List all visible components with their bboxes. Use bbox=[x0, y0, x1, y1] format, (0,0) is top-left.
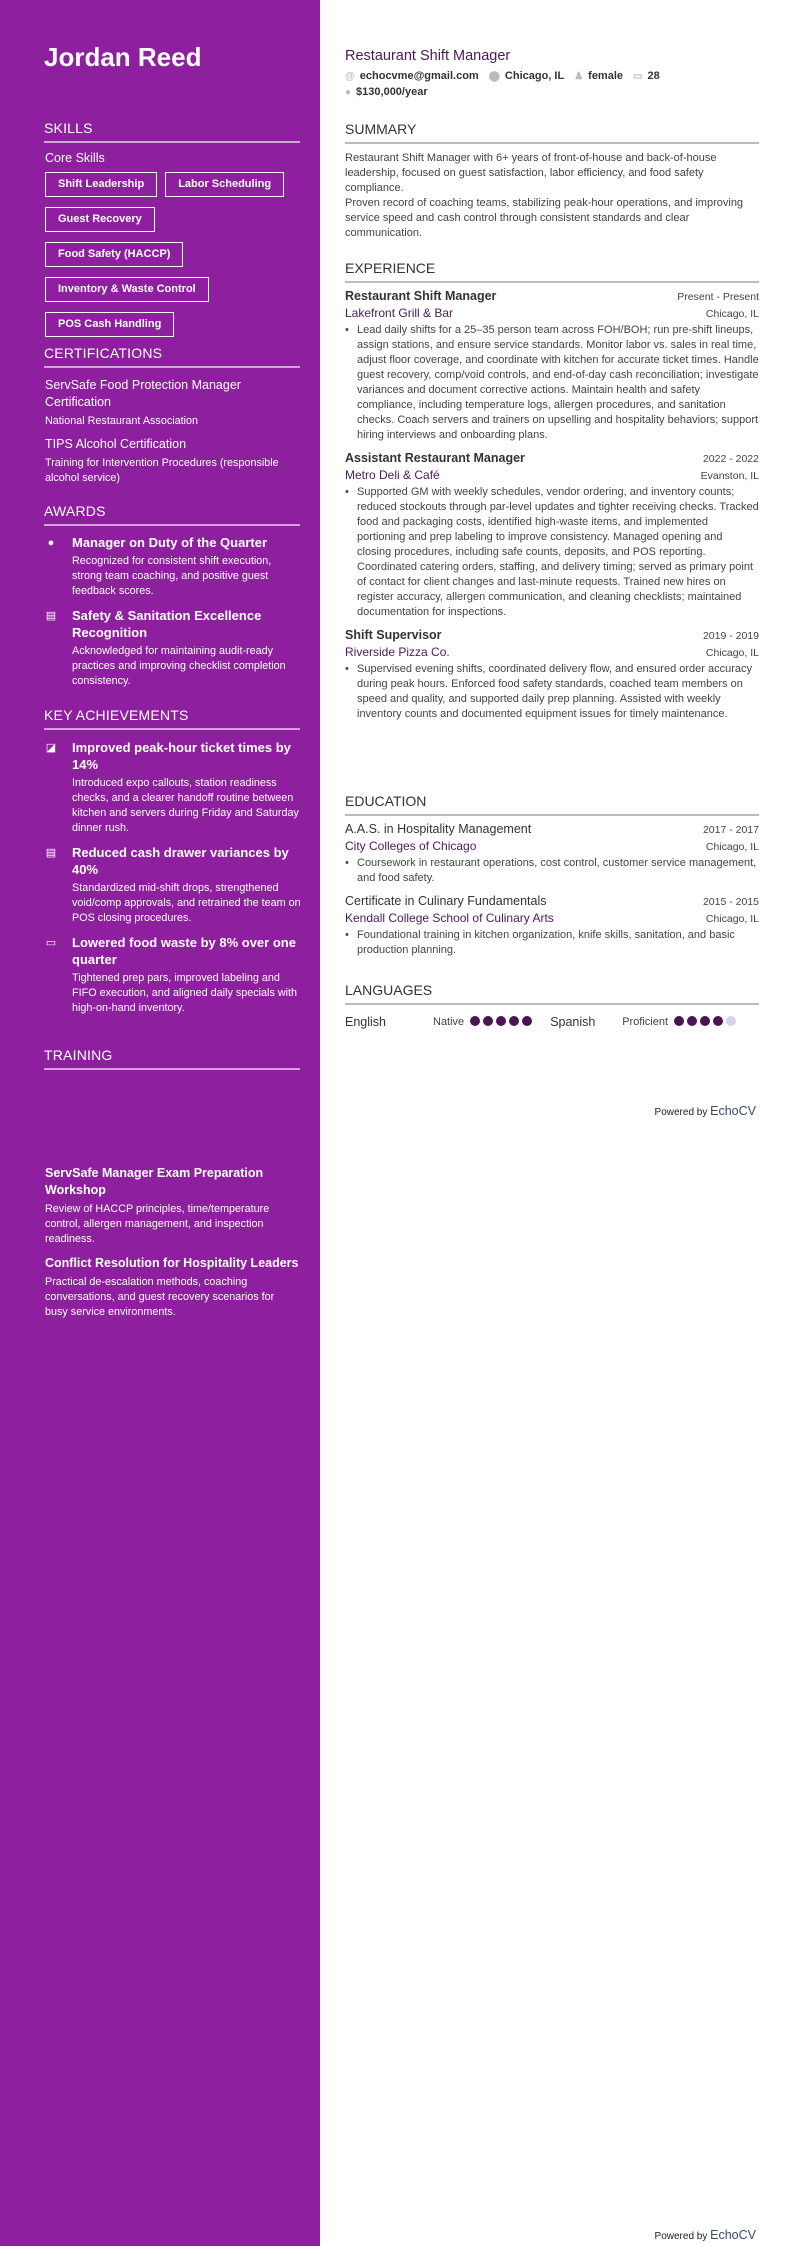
achievements-list bbox=[44, 739, 302, 1024]
certification-desc: National Restaurant Association bbox=[45, 415, 199, 427]
degree: Certificate in Culinary Fundamentals bbox=[345, 894, 547, 908]
job-location: Evanston, IL bbox=[700, 470, 759, 482]
certifications-list bbox=[45, 377, 300, 486]
education-entry bbox=[345, 894, 759, 958]
rating-dot bbox=[470, 1016, 480, 1026]
summary-section bbox=[345, 121, 759, 241]
job-dates: 2019 - 2019 bbox=[702, 630, 759, 642]
age: 28 bbox=[647, 70, 660, 82]
language-rating bbox=[467, 1013, 532, 1031]
job-bullet: • Supervised evening shifts, coordinated delivery flow, and ensured order accuracy during peak hours. Enforced food safety standards, coached team members on speed and quality, and supported daily prep planning. Assisted with weekly inventory counts and documented equipment issues for timely maintenance. bbox=[345, 662, 759, 722]
summary-paragraph: Restaurant Shift Manager with 6+ years of front-of-house and back-of-house leadership, focused on guest satisfaction, labor efficiency, and food safety compliance. bbox=[345, 152, 717, 194]
money-icon: ● bbox=[345, 87, 352, 98]
degree: A.A.S. in Hospitality Management bbox=[345, 822, 532, 836]
email[interactable]: echocvme@gmail.com bbox=[359, 70, 479, 82]
job-company: Metro Deli & Café bbox=[345, 468, 440, 482]
rating-dot bbox=[700, 1016, 710, 1026]
person-icon: ♟ bbox=[574, 71, 584, 82]
achievements-heading: KEY ACHIEVEMENTS bbox=[44, 707, 300, 730]
job-company: Riverside Pizza Co. bbox=[345, 645, 450, 659]
training-item bbox=[45, 1255, 300, 1320]
certification-item bbox=[45, 377, 300, 429]
language-name: Spanish bbox=[550, 1015, 596, 1029]
skills-group: Core Skills bbox=[45, 151, 105, 165]
skill-tag: Guest Recovery bbox=[45, 207, 155, 232]
contact-row bbox=[345, 70, 759, 82]
calendar-icon: ▭ bbox=[633, 71, 643, 82]
languages-heading: LANGUAGES bbox=[345, 982, 759, 1005]
job-bullet: • Lead daily shifts for a 25–35 person team across FOH/BOH; run pre-shift lineups, assign stations, and ensure service standards. Monitor labor vs. sales in real time, adjust floor coverage, and coordinate with kitchen for accurate ticket times. Handle guest recovery, comp/void controls, and end-of-day cash reconciliation; investigate variances and document corrective actions. Maintain health and safety compliance, including temperature logs, allergen procedures, and sanitation checks. Coach servers and trainers on upselling and hospitality behaviors; support hiring interviews and onboarding plans. bbox=[345, 323, 759, 443]
achievement-desc: Tightened prep pars, improved labeling and FIFO execution, and aligned daily specials with high-on-hand inventory. bbox=[72, 972, 298, 1014]
monitor-icon: ▭ bbox=[45, 937, 57, 949]
award-title: Safety & Sanitation Excellence Recognition bbox=[72, 608, 262, 640]
powered-by: Powered by EchoCV bbox=[654, 1104, 756, 1118]
edu-dates: 2017 - 2017 bbox=[702, 824, 759, 836]
achievement-item bbox=[44, 844, 302, 926]
summary-heading: SUMMARY bbox=[345, 121, 759, 144]
achievement-title: Lowered food waste by 8% over one quarter bbox=[72, 935, 296, 967]
award-item bbox=[44, 534, 302, 599]
languages-section bbox=[345, 982, 759, 1031]
languages-row bbox=[345, 1013, 759, 1031]
email-icon: @ bbox=[345, 71, 355, 82]
skill-tag: POS Cash Handling bbox=[45, 312, 174, 337]
clipboard-icon: ▤ bbox=[45, 610, 57, 622]
job-bullet: • Supported GM with weekly schedules, vendor ordering, and inventory counts; reduced stockouts through par-level updates and tighter receiving checks. Tracked food and packaging costs, identified high-waste items, and implemented portioning and prep labeling to improve consistency. Managed opening and closing procedures, including safe counts, deposits, and POS reporting. Coordinated catering orders, staffing, and delivery timing; served as primary point of contact for client changes and last-minute requests. Trained new hires on register accuracy, allergen communication, and cleaning checklists; maintained documentation for inspections. bbox=[345, 485, 759, 620]
skill-tag: Shift Leadership bbox=[45, 172, 157, 197]
achievement-title: Reduced cash drawer variances by 40% bbox=[72, 845, 289, 877]
certification-title: ServSafe Food Protection Manager Certification bbox=[45, 378, 241, 409]
job-location: Chicago, IL bbox=[705, 647, 759, 659]
training-list bbox=[45, 1165, 300, 1320]
award-item bbox=[44, 607, 302, 689]
echocv-link[interactable]: EchoCV bbox=[710, 1104, 756, 1118]
achievement-desc: Standardized mid-shift drops, strengthened void/comp approvals, and retrained the team on POS closing procedures. bbox=[72, 882, 301, 924]
summary-paragraph: Proven record of coaching teams, stabilizing peak-hour operations, and improving service speed and cash control through consistent standards and clear communication. bbox=[345, 197, 744, 239]
rating-dot bbox=[713, 1016, 723, 1026]
certifications-heading: CERTIFICATIONS bbox=[44, 345, 300, 368]
awards-heading: AWARDS bbox=[44, 503, 300, 526]
skills-heading: SKILLS bbox=[44, 120, 300, 143]
job-dates: Present - Present bbox=[677, 291, 759, 303]
education-section bbox=[345, 793, 759, 958]
edu-dates: 2015 - 2015 bbox=[702, 896, 759, 908]
awards-list bbox=[44, 534, 302, 697]
job-entry bbox=[345, 628, 759, 722]
training-title: ServSafe Manager Exam Preparation Workshop bbox=[45, 1166, 264, 1197]
job-role: Restaurant Shift Manager bbox=[345, 289, 497, 303]
skill-tag: Inventory & Waste Control bbox=[45, 277, 209, 302]
job-role: Assistant Restaurant Manager bbox=[345, 451, 525, 465]
edu-location: Chicago, IL bbox=[705, 913, 759, 925]
rating-dot bbox=[522, 1016, 532, 1026]
job-role: Shift Supervisor bbox=[345, 628, 442, 642]
skill-tag: Labor Scheduling bbox=[165, 172, 284, 197]
job-dates: 2022 - 2022 bbox=[702, 453, 759, 465]
language-rating bbox=[671, 1013, 736, 1031]
school: Kendall College School of Culinary Arts bbox=[345, 911, 554, 925]
chart-icon: ◪ bbox=[45, 742, 57, 754]
education-entry bbox=[345, 822, 759, 886]
edu-location: Chicago, IL bbox=[705, 841, 759, 853]
achievement-title: Improved peak-hour ticket times by 14% bbox=[72, 740, 291, 772]
award-title: Manager on Duty of the Quarter bbox=[72, 535, 268, 550]
language-level: Native bbox=[433, 1016, 465, 1028]
salary: $130,000/year bbox=[356, 86, 428, 98]
training-desc: Review of HACCP principles, time/temperature control, allergen management, and inspection readiness. bbox=[45, 1203, 270, 1245]
certification-item bbox=[45, 436, 300, 486]
experience-section bbox=[345, 260, 759, 722]
rating-dot bbox=[674, 1016, 684, 1026]
training-heading: TRAINING bbox=[44, 1047, 300, 1070]
school: City Colleges of Chicago bbox=[345, 839, 477, 853]
certification-desc: Training for Intervention Procedures (responsible alcohol service) bbox=[45, 457, 279, 484]
salary-row bbox=[345, 86, 759, 98]
rating-dot bbox=[687, 1016, 697, 1026]
rating-dot bbox=[726, 1016, 736, 1026]
job-location: Chicago, IL bbox=[705, 308, 759, 320]
job-company: Lakefront Grill & Bar bbox=[345, 306, 454, 320]
edu-bullet: • Coursework in restaurant operations, cost control, customer service management, and food safety. bbox=[345, 856, 759, 886]
clipboard-icon: ▤ bbox=[45, 847, 57, 859]
location: Chicago, IL bbox=[504, 70, 565, 82]
job-entry bbox=[345, 451, 759, 620]
training-title: Conflict Resolution for Hospitality Leaders bbox=[45, 1256, 299, 1270]
gender: female bbox=[588, 70, 624, 82]
candidate-name: Jordan Reed bbox=[44, 42, 202, 72]
medal-icon: ● bbox=[47, 537, 55, 549]
award-desc: Acknowledged for maintaining audit-ready practices and improving checklist completion consistency. bbox=[72, 645, 286, 687]
main-content bbox=[345, 48, 759, 98]
rating-dot bbox=[496, 1016, 506, 1026]
location-icon: ⬤ bbox=[488, 71, 500, 82]
experience-heading: EXPERIENCE bbox=[345, 260, 759, 283]
skill-tags bbox=[45, 172, 305, 347]
rating-dot bbox=[509, 1016, 519, 1026]
education-heading: EDUCATION bbox=[345, 793, 759, 816]
job-title: Restaurant Shift Manager bbox=[345, 48, 511, 64]
skill-tag: Food Safety (HACCP) bbox=[45, 242, 183, 267]
rating-dot bbox=[483, 1016, 493, 1026]
edu-bullet: • Foundational training in kitchen organization, knife skills, sanitation, and basic production planning. bbox=[345, 928, 759, 958]
echocv-link[interactable]: EchoCV bbox=[710, 2228, 756, 2242]
certification-title: TIPS Alcohol Certification bbox=[45, 437, 187, 451]
training-desc: Practical de-escalation methods, coaching conversations, and guest recovery scenarios for busy service environments. bbox=[45, 1276, 275, 1318]
job-entry bbox=[345, 289, 759, 443]
language-level: Proficient bbox=[622, 1016, 669, 1028]
achievement-item bbox=[44, 934, 302, 1016]
achievement-desc: Introduced expo callouts, station readiness checks, and a clearer handoff routine between kitchen and servers during Friday and Saturday dinner rush. bbox=[72, 777, 299, 834]
achievement-item bbox=[44, 739, 302, 836]
powered-by: Powered by EchoCV bbox=[654, 2228, 756, 2242]
language-name: English bbox=[345, 1015, 386, 1029]
training-item bbox=[45, 1165, 300, 1247]
sidebar bbox=[0, 0, 320, 2246]
award-desc: Recognized for consistent shift execution, strong team coaching, and positive guest feedback scores. bbox=[72, 555, 272, 597]
